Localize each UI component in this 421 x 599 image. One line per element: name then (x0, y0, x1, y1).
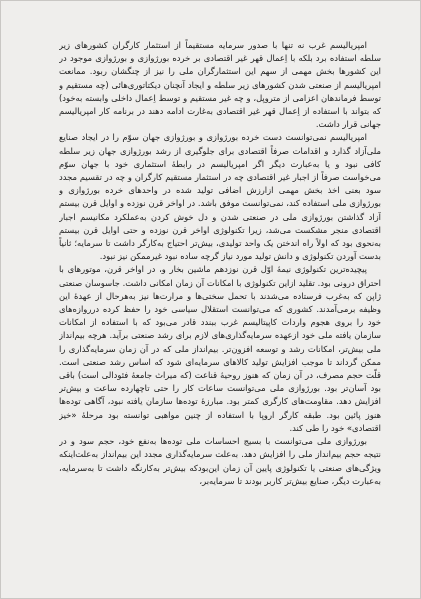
paragraph: امپریالیسم نمی‌توانست دست خرده بورژوازی و بورژوازی جهان سوّم را در ایجاد صنایع ملی‌آزاد گذارد و اقدامات صرفاً اقتصادی برای جلوگیری از رشد بورژوازی جهان زیر سلطه کافی نبود و یا به‌عبارت دیگر اگر امپریالیسم در رابطهٔ استثماری خود با جهان سوّم می‌خواست صرفاً از اجبار غیر اقتصادی چه در استثمار مستقیم کارگران و چه در تقسیم مجدد سود بعنی اخذ بخش مهمی ازارزش اضافی تولید شده در واحدهای خرده بورژوازی و بورژوازی ملی استفاده کند، نمی‌توانست موفق باشد. در اواخر قرن نوزده و اوایل قرن بیستم آزاد گذاشتن بورژوازی ملی در صنعتی شدن و دل خوش کردن به‌عملکرد مکانیسم اجبار اقتصادی منجر مشکست می‌شد، زیرا تکنولوژی اواخر قرن نوزده و حتی اوایل قرن بیستم به‌نحوی بود که اولاً راه اندختن یک واحد تولیدی، بیش‌تر احتیاج به‌کارگر داشت تا سرمایه؛ ثانیاً بدست آوردن تکنولوژی و دانش تولید مورد نیاز گرچه ساده نبود غیرممکن نیز نبود. (59, 132, 381, 262)
paragraph: امپریالیسم غرب نه تنها با صدور سرمایه مستقیماً از استثمار کارگران کشورهای زیر سلطه استفاده برد بلکه با اِعمال قهر غیر اقتصادی بر خرده بورژوازی و بورژوازی موجود در این کشورها بخش مهمی از سهم این استثمارگران ملی را نیز از چنگشان ربود. ممانعت امپریالیسم از صنعتی شدن کشورهای زیر سلطه و ایجاد آنچنان دیکتاتوری‌هائی (چه مستقیم و توسط فرماندهان اعزامی از متروپل، و چه غیر مستقیم و توسط اِعمال داخلی وابسته به‌خود) که بتواند با استفاده از اِعمال قهر غیر اقتصادی به‌غارت ادامه دهند در برنامه کار امپریالیسم جهانی قرار داشت. (59, 40, 381, 130)
body-text (59, 39, 381, 579)
paragraph: پیچیده‌ترین تکنولوژی نیمهٔ اوّل قرن نوزدهم ماشین بخار و، در اواخر قرن، موتورهای با احتراق درونی بود. تقلید ازاین تکنولوژی با امکانات آن زمان امکانی داشت. جاسوسان صنعتی ژاپن که به‌غرب فرستاده می‌شدند با تحمل سختی‌ها و مرارت‌ها نیز به‌هرحال از عهدهٔ این وظیفه برمی‌آمدند. کشوری که می‌توانست استقلال سیاسی خود را حفظ کرده درروازه‌های خود را بروی هجوم واردات کاپیتالیسم غرب ببندد قادر می‌بود که با استفاده از امکانات سازمان یافته ملی خود ازعهده سرمایه‌گذاری‌های لازم برای رشد صنعتی برآید. هرچه بیم‌انداز ملی بیش‌تر، امکانات رشد و توسعه افزون‌تر. بیم‌انداز ملی که در آن زمان سرمایه‌گذاری را ممکن گرداند تا موجب افزایش تولید کالاهای سرمایه‌ای شود که اساس رشد صنعتی است. قلّت حجم مصرف، در آن زمان که هنوز روحیهٔ قناعت (که میراث جامعهٔ فئودالی است) باقی بود آسان‌تر بود. بورژوازی ملی می‌توانست ساعات کار را حتی تاچهارده ساعت و بیش‌تر افزایش دهد. مقاومت‌های کارگری کمتر بود. مبارزهٔ توده‌ها سازمان یافته نبود، آگاهی توده‌ها هنوز پائین بود. طبقه کارگر اروپا با استفاده از چنین مواهبی توانسته بود مرحلهٔ «خیز اقتصادی» خود را طی کند. (59, 264, 381, 433)
paragraph: بورژوازی ملی می‌توانست با بسیج احساسات ملی توده‌ها به‌نفع خود، حجم سود و در نتیجه حجم بیم‌انداز ملی را افزایش دهد. به‌علت سرمایه‌گذاری مجدد این بیم‌انداز به‌علت‌اینکه ویژگی‌های صنعتی یا تکنولوژی پایین آن زمان این‌بودکه بیش‌تر به‌کارنگه داشت تا به‌سرمایه، به‌عبارت دیگر، صنایع بیش‌تر کاربر بودند تا سرمایه‌بر، (59, 436, 381, 486)
